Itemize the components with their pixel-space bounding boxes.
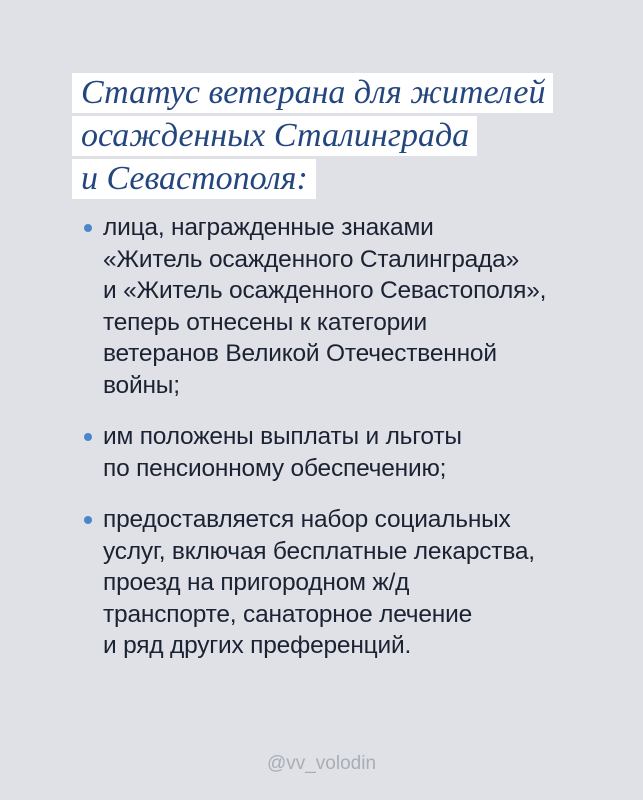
bullet-text-line: ветеранов Великой Отечественной bbox=[103, 340, 497, 367]
bullet-text-line: и ряд других преференций. bbox=[103, 632, 412, 659]
bullet-dot-icon bbox=[84, 433, 92, 441]
bullet-dot-icon bbox=[84, 516, 92, 524]
bullet-text-line: «Житель осажденного Сталинграда» bbox=[103, 245, 519, 273]
title-line: осажденных Сталинграда bbox=[72, 116, 477, 156]
bullet-text-line: услуг, включая бесплатные лекарства, bbox=[103, 537, 535, 565]
bullet-item-veteran-status bbox=[84, 212, 624, 401]
bullet-item-social-services bbox=[84, 504, 624, 662]
bullet-text-line: проезд на пригородном ж/д bbox=[103, 569, 410, 596]
title-line: и Севастополя: bbox=[72, 159, 316, 199]
bullet-text-line: по пенсионному обеспечению; bbox=[103, 454, 447, 482]
page-title bbox=[72, 73, 553, 202]
bullet-text-line: теперь отнесены к категории bbox=[103, 308, 428, 336]
title-line: Статус ветерана для жителей bbox=[72, 73, 553, 113]
bullet-list bbox=[84, 212, 624, 682]
bullet-text-line: им положены выплаты и льготы bbox=[103, 423, 462, 450]
bullet-text-line: предоставляется набор социальных bbox=[103, 506, 511, 533]
bullet-text-line: войны; bbox=[103, 371, 180, 399]
bullet-dot-icon bbox=[84, 224, 92, 232]
bullet-text-line: и «Житель осажденного Севастополя», bbox=[103, 277, 547, 304]
bullet-text-line: транспорте, санаторное лечение bbox=[103, 600, 473, 628]
bullet-item-payments bbox=[84, 421, 624, 484]
bullet-text-line: лица, награжденные знаками bbox=[103, 214, 434, 241]
footer-handle: @vv_volodin bbox=[266, 753, 377, 774]
